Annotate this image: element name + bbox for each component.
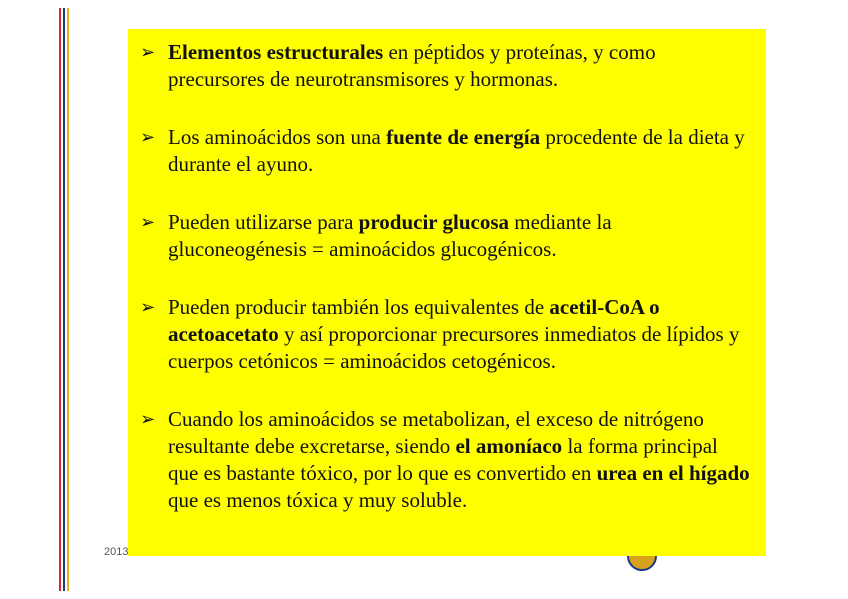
decorative-stripe-blue (63, 8, 65, 591)
bullet-text: en péptidos y proteínas, y como precursores de neurotransmisores y hormonas. (168, 40, 656, 91)
bullet-bold-text: producir glucosa (358, 210, 510, 234)
bullet-text: la forma principal que es bastante tóxico, por lo que es convertido en (168, 434, 718, 485)
bullet-item (138, 124, 752, 178)
decorative-stripe-gold (67, 8, 69, 591)
bullet-bold-text: fuente de energía (386, 125, 541, 149)
right-arrowhead-icon: ➢ (140, 212, 156, 233)
decorative-stripe-red (59, 8, 61, 591)
footer-year: 2013 (104, 546, 129, 558)
right-arrowhead-icon: ➢ (140, 297, 156, 318)
bullet-bold-text: el amoníaco (455, 434, 563, 458)
bullet-text: Los aminoácidos son una (168, 125, 387, 149)
bullet-bold-text: urea en el hígado (596, 461, 750, 485)
bullet-bold-text: acetil-CoA o acetoacetato (168, 295, 660, 346)
bullet-text: y así proporcionar precursores inmediatos de lípidos y cuerpos cetónicos = aminoácidos cetogénicos. (168, 322, 740, 373)
right-arrowhead-icon: ➢ (140, 127, 156, 148)
bullet-item (138, 294, 752, 375)
highlight-panel (128, 29, 766, 556)
bullet-item (138, 406, 752, 514)
bullet-text: mediante la gluconeogénesis = aminoácidos glucogénicos. (168, 210, 612, 261)
right-arrowhead-icon: ➢ (140, 42, 156, 63)
bullet-list (138, 39, 752, 514)
bullet-item (138, 39, 752, 93)
bullet-bold-text: Elementos estructurales (168, 40, 384, 64)
bullet-item (138, 209, 752, 263)
bullet-text: Pueden utilizarse para (168, 210, 359, 234)
bullet-text: que es menos tóxica y muy soluble. (168, 488, 468, 512)
bullet-text: Cuando los aminoácidos se metabolizan, el exceso de nitrógeno resultante debe excretarse, siendo (168, 407, 704, 458)
bullet-text: Pueden producir también los equivalentes de (168, 295, 550, 319)
right-arrowhead-icon: ➢ (140, 409, 156, 430)
bullet-text: procedente de la dieta y durante el ayuno. (168, 125, 745, 176)
